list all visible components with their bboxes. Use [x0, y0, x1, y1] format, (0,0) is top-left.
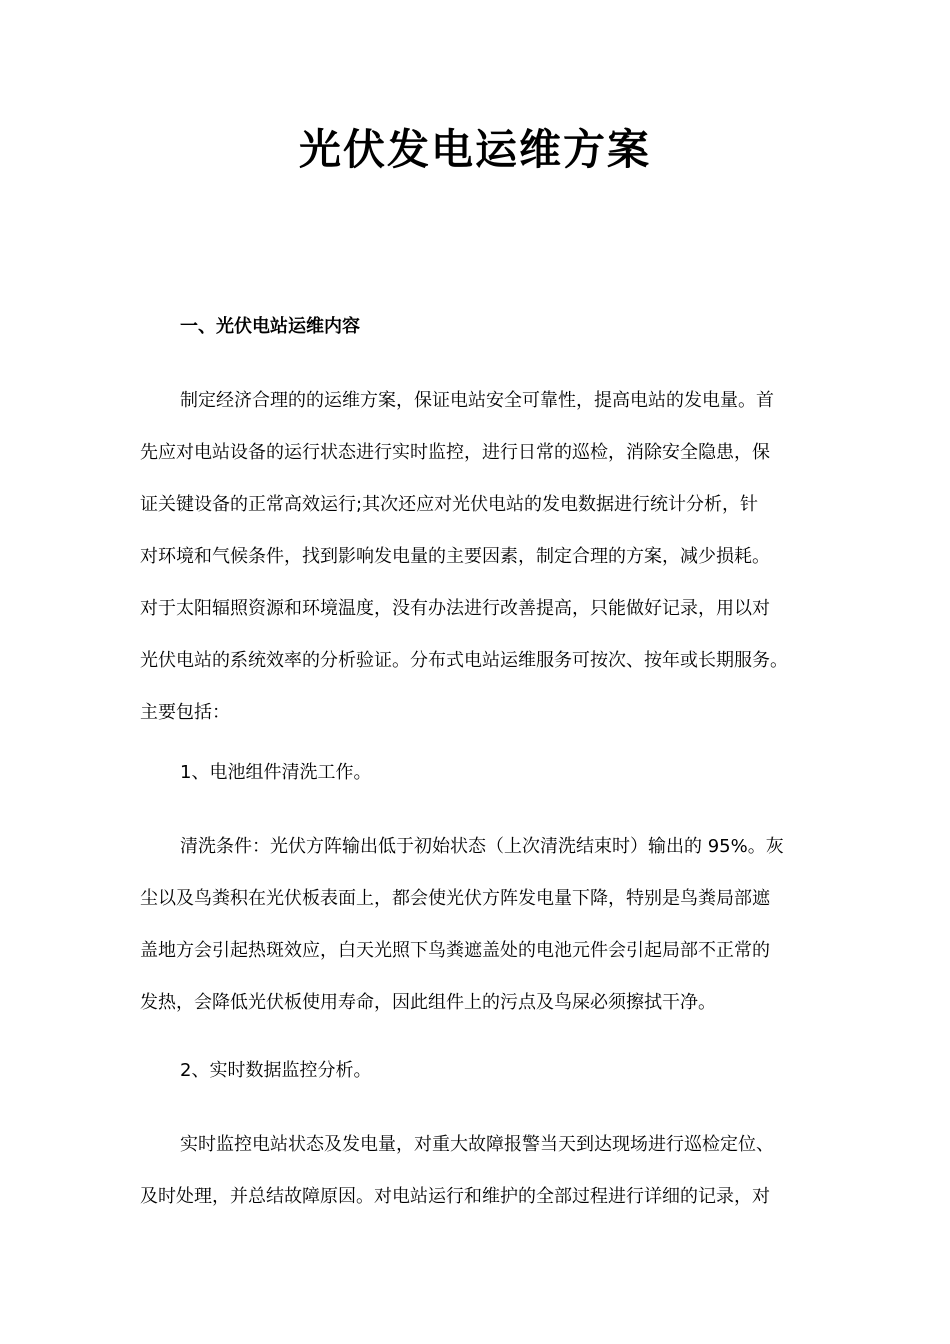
- paragraph-line: 主要包括：: [140, 702, 230, 723]
- item2-heading: 2、实时数据监控分析。: [180, 1060, 372, 1081]
- paragraph-line: 盖地方会引起热斑效应，白天光照下鸟粪遮盖处的电池元件会引起局部不正常的: [140, 940, 770, 961]
- paragraph-line: 对环境和气候条件，找到影响发电量的主要因素，制定合理的方案，减少损耗。: [140, 546, 770, 567]
- paragraph-line: 及时处理，并总结故障原因。对电站运行和维护的全部过程进行详细的记录，对: [140, 1186, 770, 1207]
- paragraph-line: 清洗条件：光伏方阵输出低于初始状态（上次清洗结束时）输出的 95%。灰: [180, 836, 784, 857]
- paragraph-line: 证关键设备的正常高效运行;其次还应对光伏电站的发电数据进行统计分析，针: [140, 494, 759, 515]
- paragraph-line: 制定经济合理的的运维方案，保证电站安全可靠性，提高电站的发电量。首: [180, 390, 774, 411]
- paragraph-line: 先应对电站设备的运行状态进行实时监控，进行日常的巡检，消除安全隐患，保: [140, 442, 770, 463]
- intro-paragraph: [140, 386, 820, 728]
- item2-paragraph: [140, 1130, 820, 1212]
- section-heading: 一、光伏电站运维内容: [180, 316, 360, 337]
- document-title: 光伏发电运维方案: [298, 125, 651, 174]
- paragraph-line: 对于太阳辐照资源和环境温度，没有办法进行改善提高，只能做好记录，用以对: [140, 598, 770, 619]
- paragraph-line: 尘以及鸟粪积在光伏板表面上，都会使光伏方阵发电量下降，特别是鸟粪局部遮: [140, 888, 770, 909]
- paragraph-line: 光伏电站的系统效率的分析验证。分布式电站运维服务可按次、按年或长期服务。: [140, 650, 788, 671]
- paragraph-line: 实时监控电站状态及发电量，对重大故障报警当天到达现场进行巡检定位、: [180, 1134, 774, 1155]
- item1-paragraph: [140, 832, 820, 1018]
- paragraph-line: 发热，会降低光伏板使用寿命，因此组件上的污点及鸟屎必须擦拭干净。: [140, 992, 716, 1013]
- item1-heading: 1、电池组件清洗工作。: [180, 762, 372, 783]
